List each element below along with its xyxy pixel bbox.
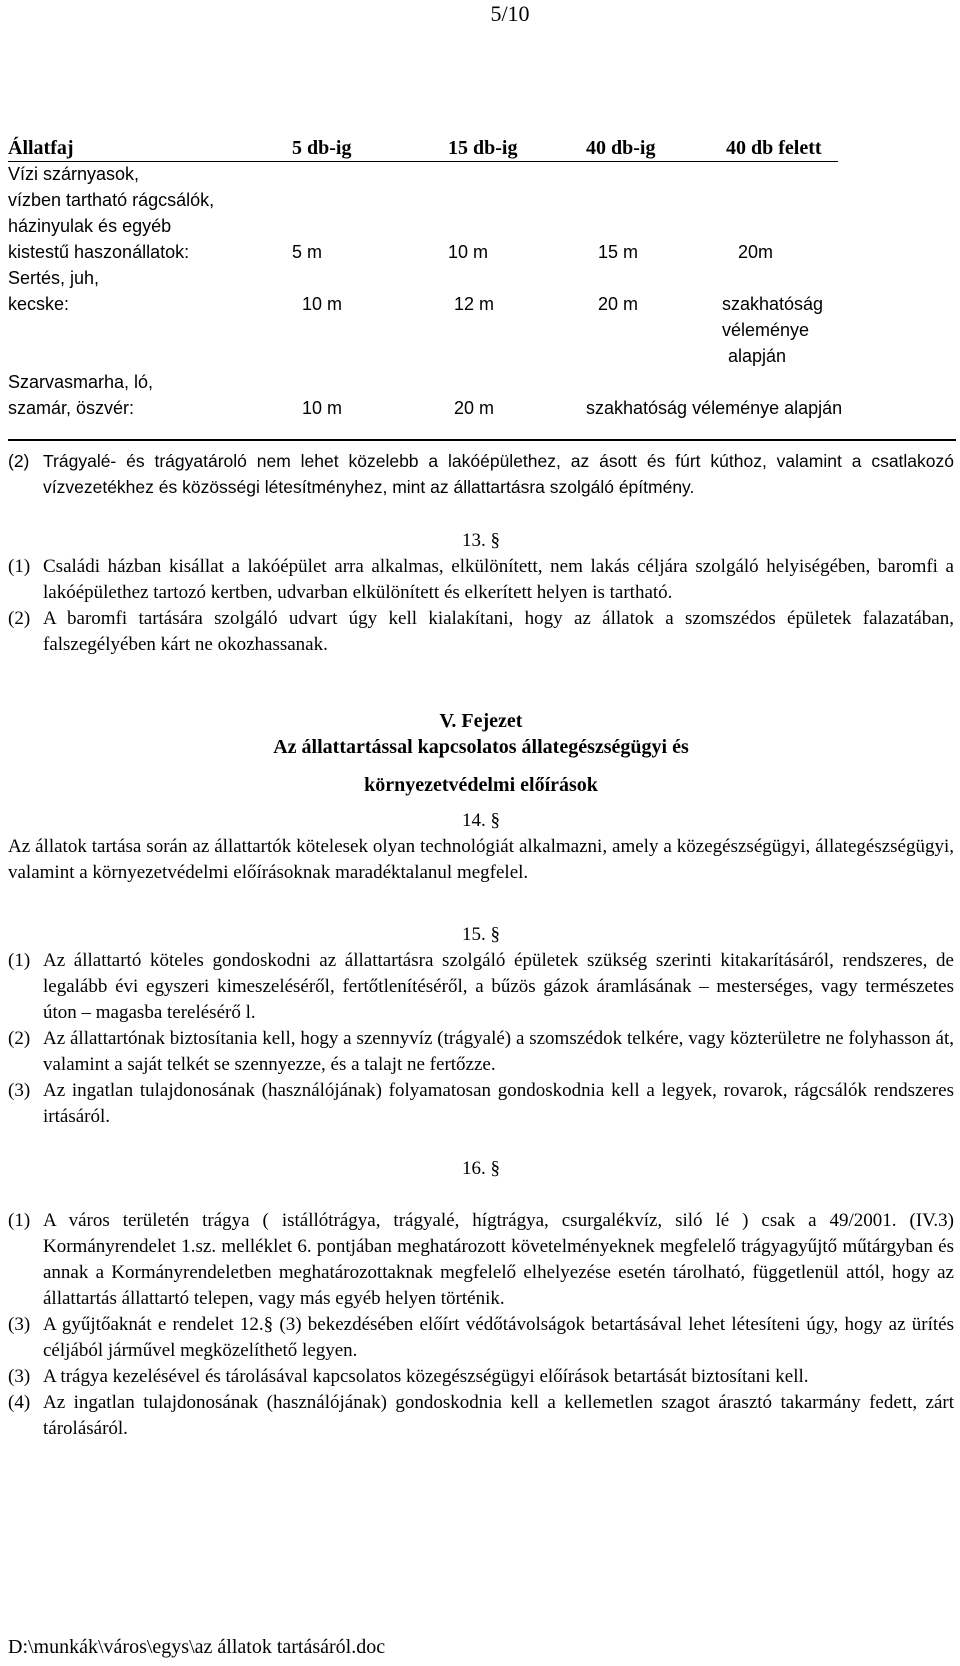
item-number: (4)	[8, 1392, 31, 1413]
chapter-subtitle-1: Az állattartással kapcsolatos állategészségügyi és	[273, 736, 689, 758]
species-label-line: vízben tartható rágcsálók,	[8, 190, 215, 210]
value-cell: szakhatóság véleménye alapján	[586, 398, 843, 418]
item-number: (1)	[8, 1210, 31, 1231]
header-15db: 15 db-ig	[448, 137, 518, 159]
value-cell: 20 m	[454, 398, 495, 418]
list-item	[8, 948, 954, 1026]
species-label-line: Sertés, juh,	[8, 268, 100, 288]
species-label-line: kecske:	[8, 294, 70, 314]
species-label-line: Szarvasmarha, ló,	[8, 372, 154, 392]
footer-file-path: D:\munkák\város\egys\az állatok tartásáról.doc	[8, 1636, 386, 1658]
species-label-line: házinyulak és egyéb	[8, 216, 172, 236]
header-5db: 5 db-ig	[292, 137, 352, 159]
value-cell: alapján	[728, 346, 787, 366]
section-16	[8, 1156, 954, 1442]
value-cell: véleménye	[722, 320, 810, 340]
list-item	[8, 1364, 954, 1390]
table-row	[8, 265, 956, 291]
table-row	[8, 395, 956, 421]
value-cell: 10 m	[302, 398, 343, 418]
section-label: 16. §	[462, 1158, 500, 1179]
list-item	[8, 1208, 954, 1312]
chapter-title: V. Fejezet	[439, 710, 523, 732]
table-header-row	[8, 135, 956, 161]
item-text: A baromfi tartására szolgáló udvart úgy kell kialakítani, hogy az állatok a szomszédos épületek falazatában, falszegélyében kárt ne okozhassanak.	[43, 608, 954, 655]
value-cell: 10 m	[302, 294, 343, 314]
table-row	[8, 317, 956, 343]
table-row	[8, 161, 956, 187]
table-row	[8, 187, 956, 213]
item-number: (3)	[8, 1366, 31, 1387]
chapter-subtitle-2: környezetvédelmi előírások	[364, 774, 598, 796]
species-label-line: Vízi szárnyasok,	[8, 164, 140, 184]
header-40db-felett: 40 db felett	[726, 137, 822, 159]
section-15	[8, 922, 954, 1130]
table-header-underline	[8, 161, 838, 162]
table-bottom-rule	[8, 439, 956, 441]
table-row	[8, 291, 956, 317]
table-row	[8, 369, 956, 395]
list-item	[8, 1390, 954, 1442]
table-row	[8, 239, 956, 265]
section-14	[8, 808, 954, 886]
item-text: A város területén trágya ( istállótrágya, trágyalé, hígtrágya, csurgalékvíz, siló lé ) csak a 49/2001. (IV.3) Kormányrendelet 1.sz. melléklet 6. pontjában meghatározott követelményeknek megfelelő trágyagyűjtő műtárgyban és annak a Kormányrendeletben meghatározottaknak megfelelő elhelyezése esetén tárolható, függetlenül attól, hogy az állattartás állattartó telepen, vagy más egyéb helyen történik.	[43, 1210, 954, 1309]
species-label-line: kistestű haszonállatok:	[8, 242, 190, 262]
header-species: Állatfaj	[8, 137, 74, 159]
item-text: Az ingatlan tulajdonosának (használójának) folyamatosan gondoskodnia kell a legyek, rovarok, rágcsálók rendszeres irtásáról.	[43, 1080, 954, 1127]
list-item	[8, 1026, 954, 1078]
value-cell: 5 m	[292, 242, 323, 262]
item-text: Trágyalé- és trágyatároló nem lehet közelebb a lakóépülethez, az ásott és fúrt kúthoz, valamint a csatlakozó vízvezetékhez és közösségi létesítményhez, mint az állattartásra szolgáló építmény.	[43, 451, 954, 497]
list-item	[8, 606, 954, 658]
header-40db: 40 db-ig	[586, 137, 656, 159]
item-text: A trágya kezelésével és tárolásával kapcsolatos közegészségügyi előírások betartását biztosítani kell.	[43, 1366, 809, 1387]
item-text: Az ingatlan tulajdonosának (használójának) gondoskodnia kell a kellemetlen szagot árasztó takarmány fedett, zárt tárolásáról.	[43, 1392, 954, 1439]
page-number: 5/10	[490, 1, 530, 26]
list-item	[8, 1078, 954, 1130]
species-label-line: szamár, öszvér:	[8, 398, 135, 418]
list-item	[8, 554, 954, 606]
item-number: (2)	[8, 451, 30, 471]
item-text: Családi házban kisállat a lakóépület arra alkalmas, elkülönített, nem lakás céljára szolgáló helyiségében, baromfi a lakóépülethez tartozó kertben, udvarban elkülönített és elkerített helyen is tartható.	[43, 556, 954, 603]
value-cell: 12 m	[454, 294, 495, 314]
paragraph-12-2	[8, 448, 954, 500]
section-label: 13. §	[462, 530, 500, 551]
value-cell: 15 m	[598, 242, 639, 262]
value-cell: 20m	[738, 242, 774, 262]
section-label: 14. §	[462, 810, 500, 831]
table-row	[8, 343, 956, 369]
item-number: (1)	[8, 950, 31, 971]
item-number: (3)	[8, 1080, 31, 1101]
item-text: Az állattartónak biztosítania kell, hogy a szennyvíz (trágyalé) a szomszédok telkére, vagy közterületre ne folyhasson át, valamint a saját telkét se szennyezze, és a talajt ne fertőzze.	[43, 1028, 954, 1075]
value-cell: szakhatóság	[722, 294, 824, 314]
section-13	[8, 528, 954, 658]
list-item	[8, 448, 954, 500]
section-text: Az állatok tartása során az állattartók kötelesek olyan technológiát alkalmazni, amely a közegészségügyi, állategészségügyi, valamint a környezetvédelmi előírásoknak maradéktalanul megfelel.	[8, 836, 954, 883]
list-item	[8, 1312, 954, 1364]
item-number: (2)	[8, 608, 31, 629]
item-text: A gyűjtőaknát e rendelet 12.§ (3) bekezdésében előírt védőtávolságok betartásával lehet létesíteni úgy, hogy az ürítés céljából járművel megközelíthető legyen.	[43, 1314, 954, 1361]
value-cell: 10 m	[448, 242, 489, 262]
value-cell: 20 m	[598, 294, 639, 314]
distance-table	[8, 135, 956, 421]
section-label: 15. §	[462, 924, 500, 945]
item-number: (3)	[8, 1314, 31, 1335]
table-row	[8, 213, 956, 239]
item-text: Az állattartó köteles gondoskodni az állattartásra szolgáló épületek szükség szerinti kitakarításáról, rendszeres, de legalább évi egyszeri kimeszeléséről, fertőtlenítéséről, a bűzös gázok áramlásának – mesterséges, vagy természetes úton – magasba terelésérő l.	[43, 950, 954, 1023]
item-number: (1)	[8, 556, 31, 577]
item-number: (2)	[8, 1028, 31, 1049]
